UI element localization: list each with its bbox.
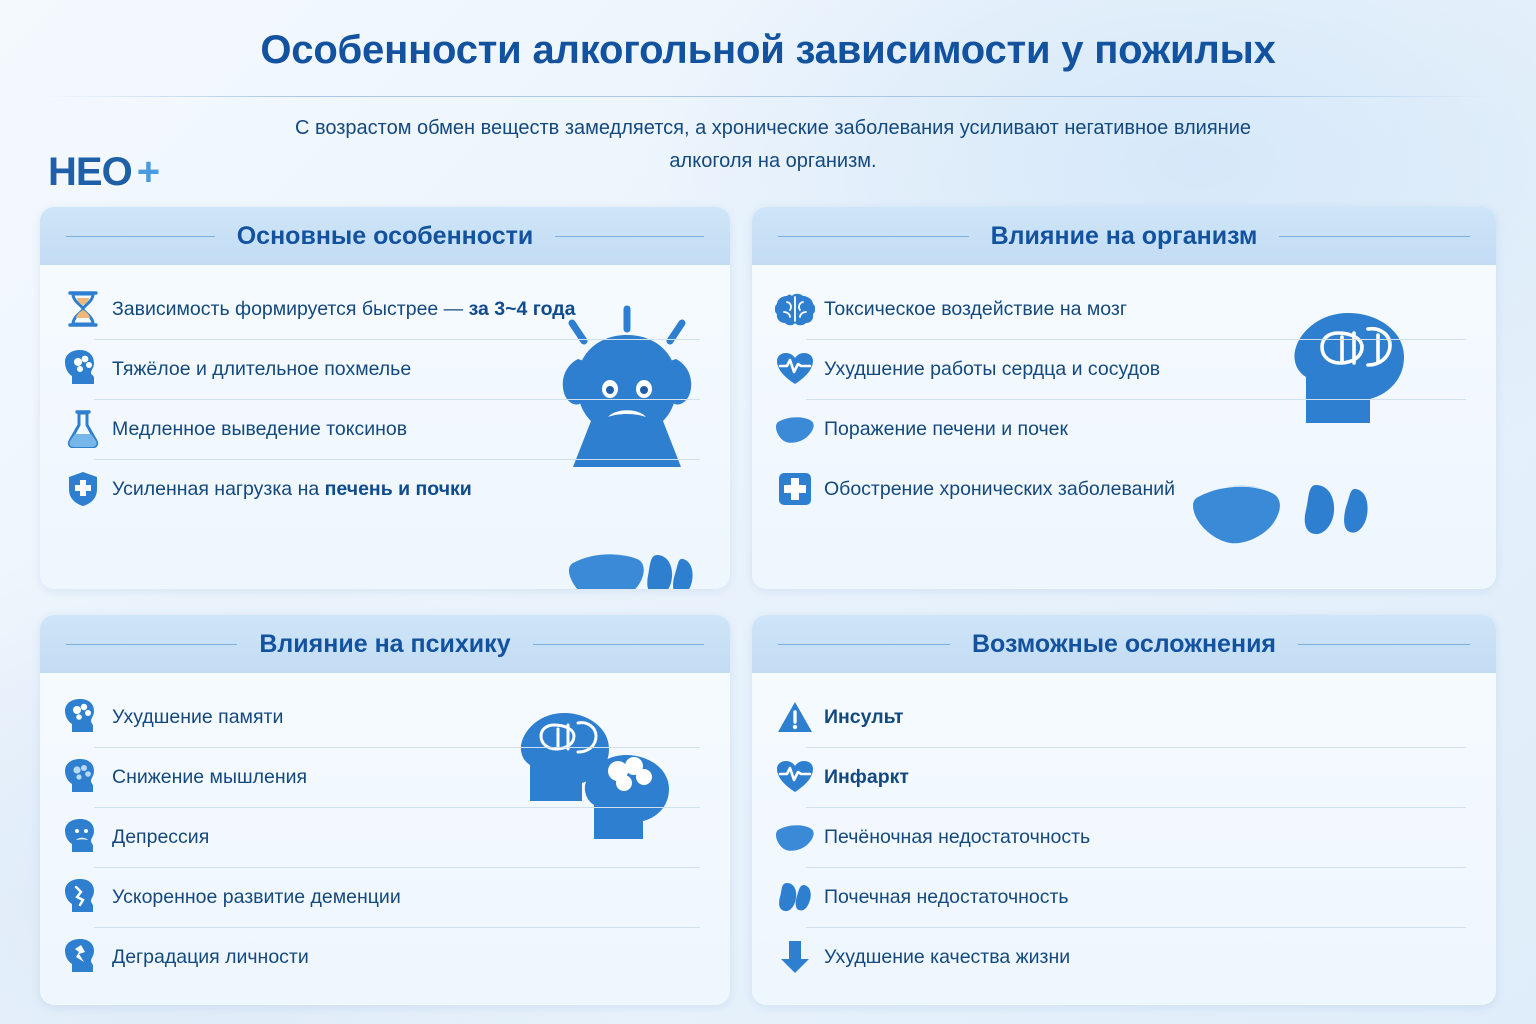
- list-item-label: Ускоренное развитие деменции: [112, 885, 401, 908]
- card-body: [40, 265, 730, 529]
- brand-logo: [48, 150, 160, 195]
- head-memory-icon: [60, 699, 106, 735]
- card-psyche-impact: [40, 615, 730, 1005]
- list-item: [60, 279, 710, 339]
- logo-text: НЕО: [48, 150, 132, 194]
- card-body: [40, 673, 730, 997]
- list-item: [60, 807, 710, 867]
- head-hangover-icon: [60, 350, 106, 388]
- list-item-label: Тяжёлое и длительное похмелье: [112, 357, 412, 380]
- flask-icon: [60, 410, 106, 448]
- card-header: [40, 207, 730, 265]
- card-title: Влияние на организм: [990, 221, 1258, 250]
- list-item: [60, 459, 710, 519]
- list-item-label: Поражение печени и почек: [824, 417, 1069, 440]
- kidneys-icon: [772, 880, 818, 914]
- card-complications: [752, 615, 1496, 1005]
- liver-kidney-illustration: [565, 547, 695, 589]
- page-subtitle: С возрастом обмен веществ замедляется, а хронические заболевания усиливают негативное влияние алкоголя на организм.: [294, 117, 1252, 172]
- header-divider: [40, 96, 1496, 97]
- list-item-label: Печёночная недостаточность: [824, 825, 1091, 848]
- card-header: [40, 615, 730, 673]
- hourglass-icon: [60, 290, 106, 328]
- list-item-label: Медленное выведение токсинов: [112, 417, 408, 440]
- list-item-label: Ухудшение качества жизни: [824, 945, 1071, 968]
- list-item: [772, 687, 1476, 747]
- card-title: Влияние на психику: [259, 629, 511, 658]
- list-item: [60, 747, 710, 807]
- head-sad-icon: [60, 819, 106, 855]
- card-main-features: [40, 207, 730, 589]
- head-dementia-icon: [60, 879, 106, 915]
- list-item-label: Ухудшение работы сердца и сосудов: [824, 357, 1161, 380]
- list-item-label: Инсульт: [824, 705, 904, 728]
- card-body: [752, 673, 1496, 997]
- head-degradation-icon: [60, 939, 106, 975]
- list-item: [60, 339, 710, 399]
- medical-cross-icon: [772, 472, 818, 506]
- card-header: [752, 207, 1496, 265]
- logo-plus: +: [136, 150, 161, 194]
- brain-icon: [772, 292, 818, 326]
- down-arrow-icon: [772, 939, 818, 975]
- list-item: [772, 339, 1476, 399]
- list-item-label: Снижение мышления: [112, 765, 308, 788]
- warning-triangle-icon: [772, 700, 818, 734]
- shield-cross-icon: [60, 470, 106, 508]
- list-item-label: Депрессия: [112, 825, 210, 848]
- list-item: [772, 399, 1476, 459]
- card-title: Возможные осложнения: [971, 629, 1277, 658]
- list-item: [60, 927, 710, 987]
- liver-icon: [772, 414, 818, 444]
- list-item: [772, 867, 1476, 927]
- page-title: Особенности алкогольной зависимости у пожилых: [260, 28, 1276, 72]
- card-title: Основные особенности: [236, 221, 534, 250]
- list-item-label: Ухудшение памяти: [112, 705, 284, 728]
- list-item-label: Обострение хронических заболеваний: [824, 477, 1176, 500]
- list-item-label: Токсическое воздействие на мозг: [824, 297, 1127, 320]
- list-item-label: Почечная недостаточность: [824, 885, 1069, 908]
- list-item: [60, 687, 710, 747]
- list-item: [772, 279, 1476, 339]
- card-body-impact: [752, 207, 1496, 589]
- card-header: [752, 615, 1496, 673]
- card-body: [752, 265, 1496, 529]
- heart-pulse-icon: [772, 352, 818, 386]
- list-item: [60, 867, 710, 927]
- list-item: [772, 807, 1476, 867]
- list-item: [772, 927, 1476, 987]
- list-item-label: Инфаркт: [824, 765, 909, 788]
- list-item-label: Зависимость формируется быстрее — за 3~4 года: [112, 297, 576, 320]
- list-item: [772, 747, 1476, 807]
- heart-pulse-icon: [772, 760, 818, 794]
- head-thinking-icon: [60, 759, 106, 795]
- list-item: [772, 459, 1476, 519]
- list-item-label: Деградация личности: [112, 945, 309, 968]
- liver-icon: [772, 822, 818, 852]
- list-item-label: Усиленная нагрузка на печень и почки: [112, 477, 472, 500]
- list-item: [60, 399, 710, 459]
